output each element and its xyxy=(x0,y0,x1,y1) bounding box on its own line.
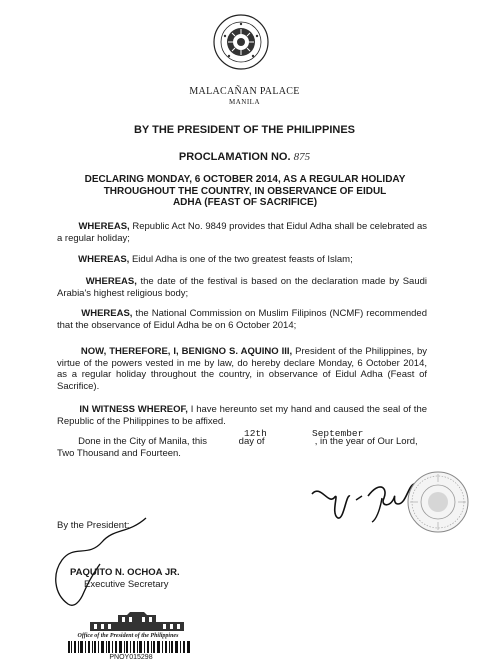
clause-lead: WHEREAS, xyxy=(85,276,137,287)
proclamation-label: PROCLAMATION NO. xyxy=(178,151,291,163)
republic-seal-stamp-icon xyxy=(406,470,470,534)
clause-lead: WHEREAS, xyxy=(78,221,130,232)
title-line: THROUGHOUT THE COUNTRY, IN OBSERVANCE OF EIDUL xyxy=(103,185,387,197)
clause-lead: WHEREAS, xyxy=(81,308,133,319)
typed-day: 12th xyxy=(244,428,267,439)
palace-city: MANILA xyxy=(229,98,260,106)
palace-name: MALACAÑAN PALACE xyxy=(189,86,300,97)
proclamation-heading xyxy=(0,151,489,163)
clause-text: I have hereunto set my hand and caused the seal of the Republic of the Philippines to be affixed. xyxy=(57,404,428,427)
by-the-president-label: By the President: xyxy=(57,520,130,531)
proclamation-number: 875 xyxy=(293,151,311,163)
done-part1: Done in the City of Manila, this xyxy=(78,436,207,447)
clause-text: the National Commission on Muslim Filipinos (NCMF) recommended that the observance of Eidul Adha be on 6 October 2014; xyxy=(57,308,427,331)
palace-building-icon xyxy=(88,612,186,632)
now-therefore-clause xyxy=(57,346,427,392)
whereas-clause xyxy=(57,276,427,299)
title-line: ADHA (FEAST OF SACRIFICE) xyxy=(172,197,318,208)
clause-text: Republic Act No. 9849 provides that Eidul Adha shall be celebrated as a regular holiday; xyxy=(57,221,427,244)
clause-text: the date of the festival is based on the declaration made by Saudi Arabia's highest religious body; xyxy=(57,276,427,299)
title-line: DECLARING MONDAY, 6 OCTOBER 2014, AS A REGULAR HOLIDAY xyxy=(84,174,406,185)
clause-lead: WHEREAS, xyxy=(78,254,130,265)
whereas-clause xyxy=(57,254,427,266)
witness-clause xyxy=(57,404,427,427)
whereas-clause xyxy=(57,308,427,331)
clause-lead: IN WITNESS WHEREOF, xyxy=(79,404,188,415)
clause-text: Eidul Adha is one of the two greatest feasts of Islam; xyxy=(131,254,353,265)
barcode-icon xyxy=(68,641,190,653)
secretary-signature xyxy=(44,514,154,610)
typed-month: September xyxy=(312,428,364,439)
done-clause xyxy=(57,436,437,459)
done-part2: day of xyxy=(238,436,265,447)
secretary-title: Executive Secretary xyxy=(84,579,169,590)
presidential-seal-icon xyxy=(213,14,269,70)
office-label: Office of the President of the Philippines xyxy=(77,633,179,639)
document-code: PNOY015298 xyxy=(109,654,153,661)
done-part3: , in the year of Our Lord, Two Thousand and Fourteen. xyxy=(57,436,418,459)
whereas-clause xyxy=(57,221,427,244)
proclamation-title xyxy=(60,174,430,209)
by-the-president-heading: BY THE PRESIDENT OF THE PHILIPPINES xyxy=(133,124,356,136)
secretary-name: PAQUITO N. OCHOA JR. xyxy=(70,567,180,578)
clause-lead: NOW, THEREFORE, I, BENIGNO S. AQUINO III, xyxy=(80,346,293,357)
clause-text: President of the Philippines, by virtue of the powers vested in me by law, do hereby declare Monday, 6 October 2014, as a regular holiday throughout the country, in observance of Eidul Adha (Feast of Sacrifice). xyxy=(57,346,427,392)
